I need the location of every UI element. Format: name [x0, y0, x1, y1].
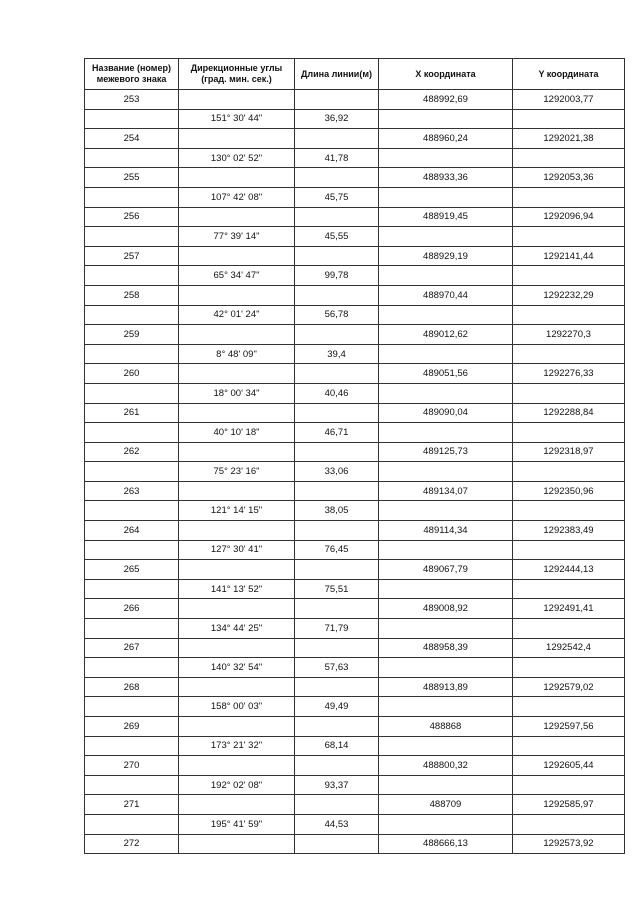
point-row	[85, 168, 625, 188]
point-row	[85, 717, 625, 737]
segment-angle: 140° 32' 54"	[179, 658, 295, 678]
segment-length: 38,05	[295, 501, 379, 521]
point-name: 268	[85, 677, 179, 697]
point-x: 488709	[379, 795, 513, 815]
empty-cell	[85, 227, 179, 247]
point-row	[85, 481, 625, 501]
point-y: 1292270,3	[513, 325, 625, 345]
point-y: 1292318,97	[513, 442, 625, 462]
empty-cell	[513, 619, 625, 639]
empty-cell	[379, 697, 513, 717]
segment-length: 39,4	[295, 344, 379, 364]
segment-length: 45,55	[295, 227, 379, 247]
point-name: 254	[85, 129, 179, 149]
boundary-points-table	[84, 58, 625, 854]
empty-cell	[295, 481, 379, 501]
empty-cell	[85, 540, 179, 560]
segment-length: 93,37	[295, 775, 379, 795]
segment-row	[85, 775, 625, 795]
empty-cell	[295, 246, 379, 266]
empty-cell	[295, 90, 379, 110]
empty-cell	[85, 658, 179, 678]
point-x: 488933,36	[379, 168, 513, 188]
segment-row	[85, 187, 625, 207]
empty-cell	[179, 756, 295, 776]
point-x: 488666,13	[379, 834, 513, 854]
point-y: 1292003,77	[513, 90, 625, 110]
empty-cell	[85, 814, 179, 834]
point-x: 488868	[379, 717, 513, 737]
empty-cell	[179, 834, 295, 854]
segment-angle: 18° 00' 34"	[179, 383, 295, 403]
point-y: 1292573,92	[513, 834, 625, 854]
empty-cell	[179, 442, 295, 462]
point-y: 1292597,56	[513, 717, 625, 737]
point-y: 1292053,36	[513, 168, 625, 188]
segment-angle: 134° 44' 25"	[179, 619, 295, 639]
segment-row	[85, 540, 625, 560]
empty-cell	[379, 736, 513, 756]
segment-row	[85, 344, 625, 364]
header-x: X координата	[379, 59, 513, 90]
empty-cell	[513, 423, 625, 443]
segment-length: 57,63	[295, 658, 379, 678]
empty-cell	[513, 697, 625, 717]
segment-angle: 195° 41' 59"	[179, 814, 295, 834]
segment-row	[85, 109, 625, 129]
point-row	[85, 677, 625, 697]
segment-angle: 127° 30' 41"	[179, 540, 295, 560]
header-row	[85, 59, 625, 90]
empty-cell	[179, 403, 295, 423]
empty-cell	[295, 521, 379, 541]
empty-cell	[513, 462, 625, 482]
point-row	[85, 521, 625, 541]
point-x: 488800,32	[379, 756, 513, 776]
segment-row	[85, 619, 625, 639]
empty-cell	[85, 148, 179, 168]
empty-cell	[295, 207, 379, 227]
empty-cell	[379, 227, 513, 247]
point-name: 258	[85, 285, 179, 305]
empty-cell	[379, 462, 513, 482]
empty-cell	[179, 481, 295, 501]
segment-angle: 173° 21' 32"	[179, 736, 295, 756]
point-x: 488960,24	[379, 129, 513, 149]
empty-cell	[179, 246, 295, 266]
empty-cell	[179, 560, 295, 580]
empty-cell	[179, 521, 295, 541]
segment-row	[85, 814, 625, 834]
empty-cell	[85, 266, 179, 286]
empty-cell	[179, 364, 295, 384]
point-row	[85, 756, 625, 776]
empty-cell	[295, 442, 379, 462]
empty-cell	[179, 795, 295, 815]
point-y: 1292021,38	[513, 129, 625, 149]
header-y: Y координата	[513, 59, 625, 90]
segment-row	[85, 305, 625, 325]
empty-cell	[379, 540, 513, 560]
point-row	[85, 246, 625, 266]
point-x: 488929,19	[379, 246, 513, 266]
empty-cell	[513, 383, 625, 403]
empty-cell	[513, 305, 625, 325]
point-name: 267	[85, 638, 179, 658]
empty-cell	[295, 364, 379, 384]
point-row	[85, 129, 625, 149]
point-x: 488970,44	[379, 285, 513, 305]
point-y: 1292288,84	[513, 403, 625, 423]
empty-cell	[513, 227, 625, 247]
point-name: 269	[85, 717, 179, 737]
empty-cell	[295, 834, 379, 854]
point-x: 488958,39	[379, 638, 513, 658]
empty-cell	[295, 403, 379, 423]
empty-cell	[379, 579, 513, 599]
segment-angle: 141° 13' 52"	[179, 579, 295, 599]
point-name: 262	[85, 442, 179, 462]
segment-row	[85, 501, 625, 521]
empty-cell	[295, 638, 379, 658]
point-y: 1292579,02	[513, 677, 625, 697]
point-x: 488913,89	[379, 677, 513, 697]
empty-cell	[513, 579, 625, 599]
empty-cell	[379, 109, 513, 129]
point-x: 488992,69	[379, 90, 513, 110]
empty-cell	[85, 501, 179, 521]
empty-cell	[513, 187, 625, 207]
segment-row	[85, 462, 625, 482]
point-row	[85, 364, 625, 384]
segment-length: 99,78	[295, 266, 379, 286]
segment-length: 71,79	[295, 619, 379, 639]
segment-length: 45,75	[295, 187, 379, 207]
empty-cell	[295, 717, 379, 737]
empty-cell	[513, 658, 625, 678]
point-y: 1292350,96	[513, 481, 625, 501]
empty-cell	[85, 736, 179, 756]
segment-angle: 151° 30' 44"	[179, 109, 295, 129]
empty-cell	[179, 638, 295, 658]
empty-cell	[295, 677, 379, 697]
point-row	[85, 207, 625, 227]
empty-cell	[179, 285, 295, 305]
segment-angle: 42° 01' 24"	[179, 305, 295, 325]
empty-cell	[379, 658, 513, 678]
point-y: 1292585,97	[513, 795, 625, 815]
segment-length: 75,51	[295, 579, 379, 599]
segment-angle: 158° 00' 03"	[179, 697, 295, 717]
segment-row	[85, 227, 625, 247]
point-y: 1292383,49	[513, 521, 625, 541]
segment-angle: 8° 48' 09"	[179, 344, 295, 364]
point-x: 488919,45	[379, 207, 513, 227]
empty-cell	[379, 266, 513, 286]
empty-cell	[85, 383, 179, 403]
header-name: Название (номер) межевого знака	[85, 59, 179, 90]
point-name: 266	[85, 599, 179, 619]
segment-length: 46,71	[295, 423, 379, 443]
point-x: 489012,62	[379, 325, 513, 345]
empty-cell	[379, 775, 513, 795]
segment-row	[85, 736, 625, 756]
point-row	[85, 834, 625, 854]
point-row	[85, 325, 625, 345]
point-x: 489090,04	[379, 403, 513, 423]
empty-cell	[379, 305, 513, 325]
empty-cell	[85, 423, 179, 443]
empty-cell	[85, 619, 179, 639]
empty-cell	[379, 814, 513, 834]
segment-length: 56,78	[295, 305, 379, 325]
empty-cell	[513, 109, 625, 129]
empty-cell	[179, 599, 295, 619]
point-y: 1292491,41	[513, 599, 625, 619]
empty-cell	[179, 717, 295, 737]
empty-cell	[179, 90, 295, 110]
point-x: 489008,92	[379, 599, 513, 619]
header-length: Длина линии(м)	[295, 59, 379, 90]
empty-cell	[379, 383, 513, 403]
point-row	[85, 442, 625, 462]
point-row	[85, 285, 625, 305]
point-row	[85, 560, 625, 580]
empty-cell	[295, 795, 379, 815]
point-name: 255	[85, 168, 179, 188]
point-name: 263	[85, 481, 179, 501]
point-name: 265	[85, 560, 179, 580]
segment-row	[85, 266, 625, 286]
header-angles: Дирекционные углы (град. мин. сек.)	[179, 59, 295, 90]
segment-angle: 130° 02' 52"	[179, 148, 295, 168]
point-name: 264	[85, 521, 179, 541]
empty-cell	[85, 697, 179, 717]
empty-cell	[295, 168, 379, 188]
segment-length: 40,46	[295, 383, 379, 403]
point-x: 489134,07	[379, 481, 513, 501]
empty-cell	[513, 266, 625, 286]
empty-cell	[513, 736, 625, 756]
point-name: 270	[85, 756, 179, 776]
segment-length: 41,78	[295, 148, 379, 168]
segment-row	[85, 423, 625, 443]
empty-cell	[85, 462, 179, 482]
empty-cell	[85, 305, 179, 325]
empty-cell	[379, 344, 513, 364]
empty-cell	[513, 344, 625, 364]
empty-cell	[513, 775, 625, 795]
point-x: 489067,79	[379, 560, 513, 580]
empty-cell	[295, 756, 379, 776]
empty-cell	[513, 540, 625, 560]
point-row	[85, 795, 625, 815]
segment-angle: 121° 14' 15"	[179, 501, 295, 521]
segment-length: 49,49	[295, 697, 379, 717]
segment-length: 33,06	[295, 462, 379, 482]
empty-cell	[85, 579, 179, 599]
segment-row	[85, 579, 625, 599]
empty-cell	[179, 129, 295, 149]
point-row	[85, 599, 625, 619]
point-y: 1292096,94	[513, 207, 625, 227]
empty-cell	[513, 814, 625, 834]
segment-angle: 40° 10' 18"	[179, 423, 295, 443]
empty-cell	[379, 501, 513, 521]
point-name: 259	[85, 325, 179, 345]
empty-cell	[85, 344, 179, 364]
point-name: 271	[85, 795, 179, 815]
empty-cell	[379, 423, 513, 443]
empty-cell	[179, 677, 295, 697]
point-name: 261	[85, 403, 179, 423]
empty-cell	[85, 109, 179, 129]
point-name: 253	[85, 90, 179, 110]
point-x: 489114,34	[379, 521, 513, 541]
point-y: 1292605,44	[513, 756, 625, 776]
segment-row	[85, 697, 625, 717]
point-x: 489125,73	[379, 442, 513, 462]
empty-cell	[513, 501, 625, 521]
segment-angle: 65° 34' 47"	[179, 266, 295, 286]
segment-length: 36,92	[295, 109, 379, 129]
empty-cell	[379, 148, 513, 168]
point-name: 257	[85, 246, 179, 266]
segment-angle: 75° 23' 16"	[179, 462, 295, 482]
segment-angle: 77° 39' 14"	[179, 227, 295, 247]
point-name: 256	[85, 207, 179, 227]
point-name: 260	[85, 364, 179, 384]
empty-cell	[379, 619, 513, 639]
empty-cell	[295, 560, 379, 580]
empty-cell	[85, 187, 179, 207]
segment-length: 76,45	[295, 540, 379, 560]
point-y: 1292542,4	[513, 638, 625, 658]
empty-cell	[85, 775, 179, 795]
segment-length: 68,14	[295, 736, 379, 756]
segment-row	[85, 383, 625, 403]
empty-cell	[295, 325, 379, 345]
empty-cell	[295, 129, 379, 149]
segment-row	[85, 148, 625, 168]
point-x: 489051,56	[379, 364, 513, 384]
empty-cell	[513, 148, 625, 168]
point-name: 272	[85, 834, 179, 854]
point-y: 1292232,29	[513, 285, 625, 305]
segment-row	[85, 658, 625, 678]
empty-cell	[295, 599, 379, 619]
empty-cell	[295, 285, 379, 305]
point-y: 1292141,44	[513, 246, 625, 266]
segment-angle: 107° 42' 08"	[179, 187, 295, 207]
empty-cell	[379, 187, 513, 207]
point-y: 1292276,33	[513, 364, 625, 384]
point-row	[85, 90, 625, 110]
empty-cell	[179, 168, 295, 188]
point-y: 1292444,13	[513, 560, 625, 580]
point-row	[85, 638, 625, 658]
segment-angle: 192° 02' 08"	[179, 775, 295, 795]
point-row	[85, 403, 625, 423]
empty-cell	[179, 325, 295, 345]
empty-cell	[179, 207, 295, 227]
table-body	[85, 90, 625, 854]
segment-length: 44,53	[295, 814, 379, 834]
